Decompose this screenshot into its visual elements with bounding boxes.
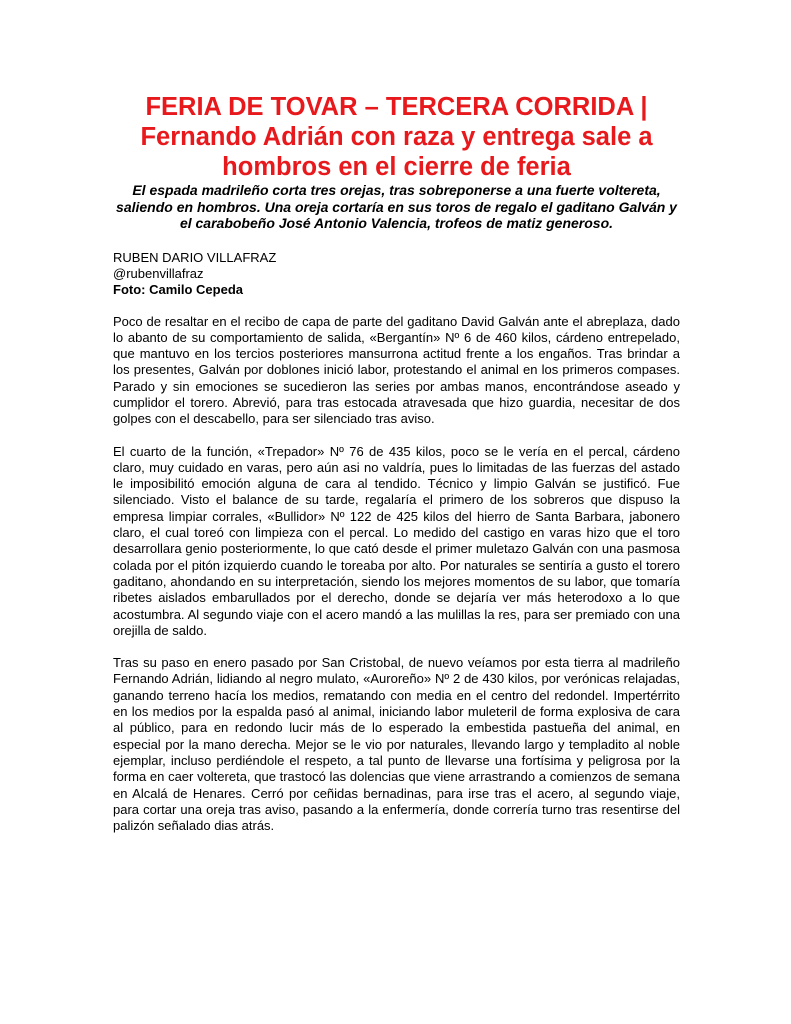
- article-body: [113, 314, 680, 835]
- article-subtitle: El espada madrileño corta tres orejas, tras sobreponerse a una fuerte voltereta, saliendo en hombros. Una oreja cortaría en sus toros de regalo el gaditano Galván y el carabobeño José Antonio Valencia, trofeos de matiz generoso.: [116, 182, 677, 231]
- paragraph: El cuarto de la función, «Trepador» Nº 76 de 435 kilos, poco se le vería en el percal, cárdeno claro, muy cuidado en varas, pero aún asi no valdría, pues lo limitadas de las fuerzas del astado le imposibilitó emoción alguna de cara al tendido. Técnico y limpio Galván se justificó. Fue silenciado. Visto el balance de su tarde, regalaría el primero de los sobreros que dispuso la empresa limpiar corrales, «Bullidor» Nº 122 de 425 kilos del hierro de Santa Barbara, jabonero claro, el cual toreó con limpieza con el percal. Lo medido del castigo en varas hizo que el toro desarrollara genio posteriormente, lo que cató desde el primer muletazo Galván con una pasmosa colada por el pitón izquierdo cuando le toreaba por alto. Por naturales se sentiría a gusto el torero gaditano, ahondando en su interpretación, siendo los mejores momentos de su labor, que tomaría ribetes aislados embarullados por el derecho, donde se dejaría ver más heterodoxo a lo que acostumbra. Al segundo viaje con el acero mandó a las mulillas la res, para ser premiado con una orejilla de saldo.: [113, 443, 680, 638]
- author-handle: @rubenvillafraz: [113, 265, 204, 281]
- paragraph: Poco de resaltar en el recibo de capa de parte del gaditano David Galván ante el abreplaza, dado lo abanto de su comportamiento de salida, «Bergantín» Nº 6 de 460 kilos, cárdeno entrepelado, que mantuvo en los tercios posteriores mansurrona actitud frente a los engaños. Tras brindar a los presentes, Galván por doblones inició labor, protestando el animal en los primeros compases. Parado y sin emociones se sucedieron las series por ambas manos, encontrándose aseado y cumplidor el torero. Abrevió, para tras estocada atravesada que hizo guardia, necesitar de dos golpes con el descabello, para ser silenciado tras aviso.: [113, 313, 680, 427]
- paragraph: Tras su paso en enero pasado por San Cristobal, de nuevo veíamos por esta tierra al madrileño Fernando Adrián, lidiando al negro mulato, «Auroreño» Nº 2 de 430 kilos, por verónicas relajadas, ganando terreno hacía los medios, rematando con media en el centro del redondel. Impertérrito en los medios por la espalda pasó al animal, iniciando labor muleteril de forma explosiva de cara al público, para en redondo lucir más de lo esperado la embestida pastueña del animal, en especial por la mano derecha. Mejor se le vio por naturales, llevando largo y templadito al noble ejemplar, incluso perdiéndole el respeto, a tal punto de llevarse una fortísima y peligrosa por la forma en caer voltereta, que trastocó las dolencias que viene arrastrando a comienzos de semana en Alcalá de Henares. Cerró por ceñidas bernadinas, para irse tras el acero, al segundo viaje, para cortar una oreja tras aviso, pasando a la enfermería, donde correría turno tras resentirse del palizón señalado dias atrás.: [113, 655, 680, 834]
- article-title: FERIA DE TOVAR – TERCERA CORRIDA | Fernando Adrián con raza y entrega sale a hombros en el cierre de feria: [140, 93, 653, 181]
- document-page: [113, 92, 680, 850]
- photo-credit: Foto: Camilo Cepeda: [113, 281, 244, 297]
- author-name: RUBEN DARIO VILLAFRAZ: [113, 249, 277, 265]
- byline: [113, 250, 680, 298]
